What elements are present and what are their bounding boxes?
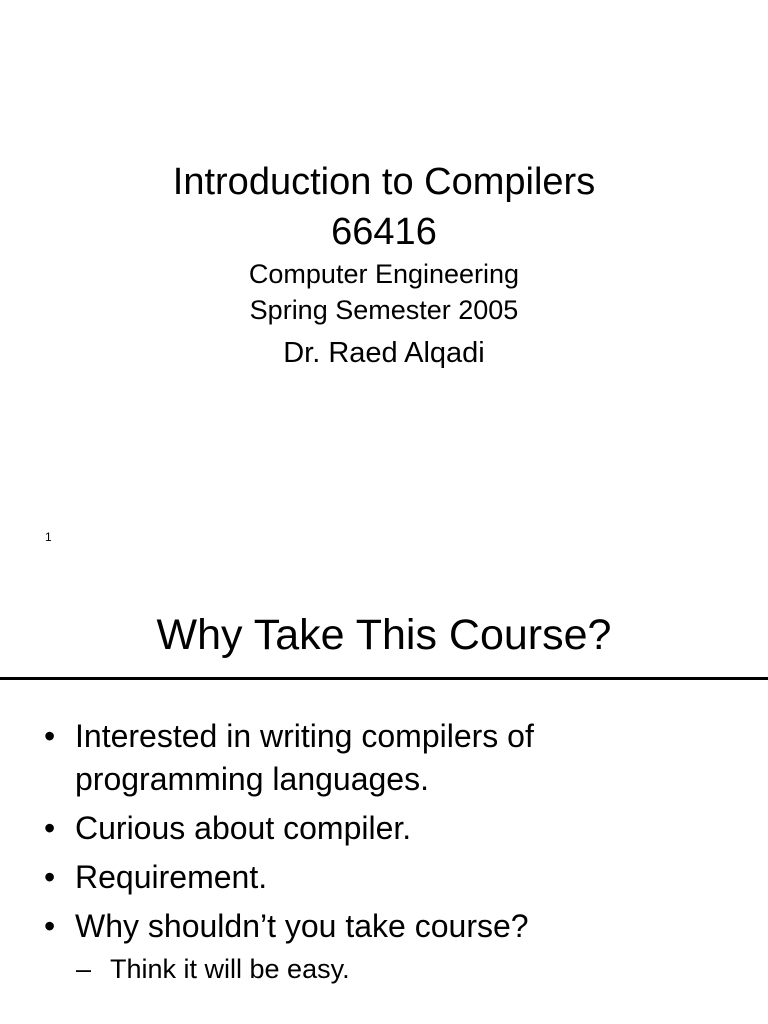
bullet-dot-icon: • [44,810,56,846]
title-divider [0,677,768,680]
slide-title-line-1: Introduction to Compilers [172,161,596,203]
slide-2-title: Why Take This Course? [156,611,612,659]
page-number: 1 [45,530,52,544]
sub-bullet-item [0,952,768,986]
department-label: Computer Engineering [248,259,520,289]
bullet-list [0,715,768,986]
bullet-item [0,905,768,948]
bullet-text: Why shouldn’t you take course? [75,908,529,944]
bullet-text: Interested in writing compilers of [75,718,534,754]
bullet-text: Requirement. [75,859,268,895]
dash-icon: – [76,954,92,984]
bullet-dot-icon: • [44,908,56,944]
bullet-item [0,856,768,899]
slide-2 [0,580,768,1024]
course-number: 66416 [331,211,437,253]
bullet-item [0,807,768,850]
bullet-item [0,715,768,801]
bullet-text: Curious about compiler. [75,810,412,846]
instructor-name: Dr. Raed Alqadi [283,337,485,369]
bullet-dot-icon: • [44,718,56,754]
bullet-text-continued: programming languages. [75,761,429,797]
sub-bullet-text: Think it will be easy. [110,954,350,984]
semester-label: Spring Semester 2005 [249,295,519,325]
bullet-dot-icon: • [44,859,56,895]
